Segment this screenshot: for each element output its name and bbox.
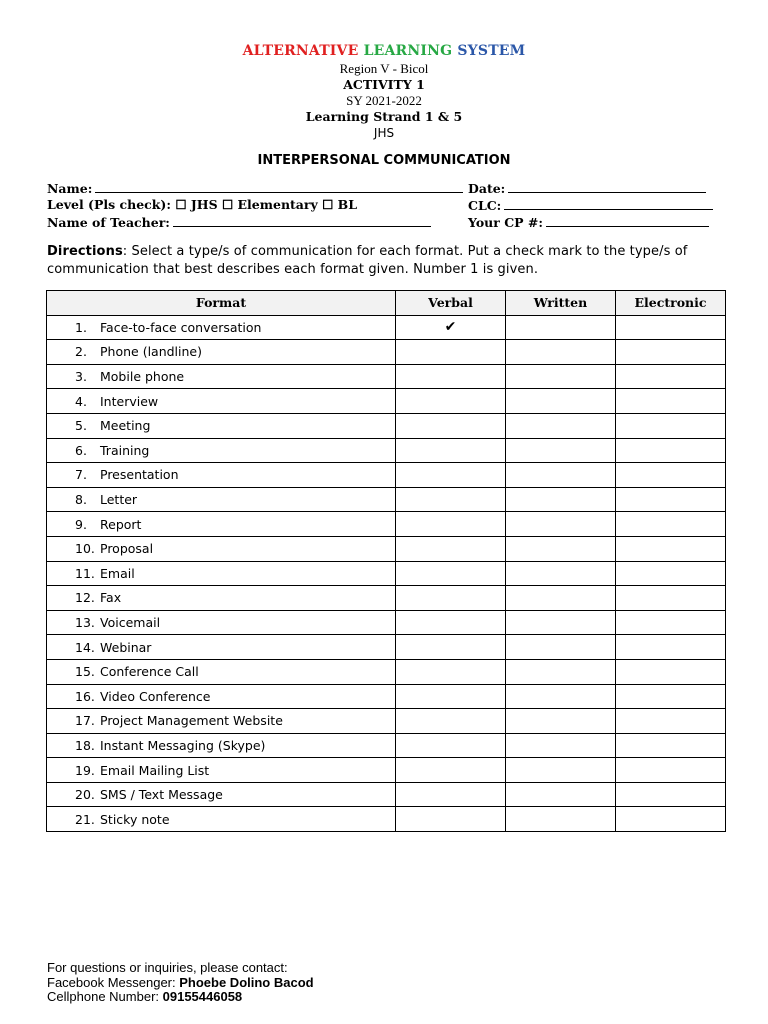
format-label: Project Management Website	[100, 713, 283, 729]
date-field[interactable]	[468, 180, 706, 197]
format-label: Meeting	[100, 418, 151, 434]
format-label: Email Mailing List	[100, 762, 210, 778]
written-check-cell[interactable]	[506, 389, 616, 414]
verbal-check-cell[interactable]: ✔	[396, 315, 506, 340]
table-row	[47, 438, 726, 463]
electronic-check-cell[interactable]	[616, 807, 726, 832]
table-row	[47, 389, 726, 414]
format-number: 3.	[75, 369, 87, 385]
date-label: Date:	[468, 181, 506, 196]
format-number: 6.	[75, 442, 87, 458]
table-row	[47, 709, 726, 734]
format-cell	[47, 635, 396, 660]
electronic-check-cell[interactable]	[616, 487, 726, 512]
table-row	[47, 758, 726, 783]
format-cell	[47, 659, 396, 684]
clc-label: CLC:	[468, 198, 502, 213]
verbal-check-cell[interactable]	[396, 340, 506, 365]
written-check-cell[interactable]	[506, 364, 616, 389]
table-row	[47, 315, 726, 340]
title-word-learning: LEARNING	[363, 43, 453, 59]
verbal-check-cell[interactable]	[396, 635, 506, 660]
electronic-check-cell[interactable]	[616, 561, 726, 586]
format-cell	[47, 364, 396, 389]
format-cell	[47, 684, 396, 709]
format-label: Fax	[100, 590, 122, 606]
level-check-field[interactable]: Level (Pls check): ☐ JHS ☐ Elementary ☐ BL	[47, 197, 358, 212]
table-row	[47, 684, 726, 709]
contact-intro: For questions or inquiries, please contact:	[47, 960, 288, 975]
student-info-block	[47, 180, 717, 231]
directions-body: : Select a type/s of communication for each format. Put a check mark to the type/s of communication that best describes each format given. Number 1 is given.	[47, 244, 688, 277]
level-line: JHS	[373, 126, 395, 140]
electronic-check-cell[interactable]	[616, 315, 726, 340]
verbal-check-cell[interactable]	[396, 364, 506, 389]
format-number: 16.	[75, 688, 95, 704]
verbal-check-cell[interactable]	[396, 463, 506, 488]
written-check-cell[interactable]	[506, 782, 616, 807]
format-label: Sticky note	[100, 811, 170, 827]
document-header	[0, 42, 768, 141]
verbal-check-cell[interactable]	[396, 659, 506, 684]
format-number: 10.	[75, 541, 95, 557]
table-row	[47, 733, 726, 758]
written-check-cell[interactable]	[506, 733, 616, 758]
cp-label: Your CP #:	[468, 215, 543, 230]
format-number: 20.	[75, 787, 95, 803]
written-check-cell[interactable]	[506, 586, 616, 611]
format-number: 8.	[75, 492, 87, 508]
format-label: Interview	[100, 393, 159, 409]
format-cell	[47, 487, 396, 512]
name-blank[interactable]	[95, 180, 463, 193]
format-cell	[47, 561, 396, 586]
electronic-check-cell[interactable]	[616, 709, 726, 734]
format-number: 9.	[75, 516, 87, 532]
format-number: 21.	[75, 811, 95, 827]
table-row	[47, 364, 726, 389]
verbal-check-cell[interactable]	[396, 684, 506, 709]
electronic-check-cell[interactable]	[616, 586, 726, 611]
messenger-label: Facebook Messenger:	[47, 974, 180, 990]
clc-blank[interactable]	[504, 197, 713, 210]
format-label: Conference Call	[100, 664, 199, 680]
electronic-check-cell[interactable]	[616, 413, 726, 438]
electronic-check-cell[interactable]	[616, 389, 726, 414]
verbal-check-cell[interactable]	[396, 586, 506, 611]
format-number: 11.	[75, 565, 95, 581]
electronic-check-cell[interactable]	[616, 758, 726, 783]
written-check-cell[interactable]	[506, 561, 616, 586]
header-verbal: Verbal	[396, 291, 506, 316]
verbal-check-cell[interactable]	[396, 807, 506, 832]
electronic-check-cell[interactable]	[616, 340, 726, 365]
format-cell	[47, 782, 396, 807]
table-header-row	[47, 291, 726, 316]
format-label: Letter	[100, 492, 138, 508]
electronic-check-cell[interactable]	[616, 782, 726, 807]
format-number: 5.	[75, 418, 87, 434]
format-label: SMS / Text Message	[100, 787, 223, 803]
teacher-blank[interactable]	[173, 214, 431, 227]
program-title	[0, 42, 768, 61]
format-label: Proposal	[100, 541, 154, 557]
table-row	[47, 782, 726, 807]
format-label: Report	[100, 516, 142, 532]
verbal-check-cell[interactable]	[396, 487, 506, 512]
table-row	[47, 536, 726, 561]
written-check-cell[interactable]	[506, 315, 616, 340]
table-row	[47, 586, 726, 611]
table-row	[47, 463, 726, 488]
teacher-field[interactable]	[47, 214, 431, 231]
format-cell	[47, 389, 396, 414]
written-check-cell[interactable]	[506, 610, 616, 635]
format-number: 18.	[75, 737, 95, 753]
format-label: Face-to-face conversation	[100, 319, 262, 335]
table-row	[47, 635, 726, 660]
format-cell	[47, 413, 396, 438]
date-blank[interactable]	[508, 180, 706, 193]
format-cell	[47, 512, 396, 537]
header-electronic: Electronic	[616, 291, 726, 316]
written-check-cell[interactable]	[506, 512, 616, 537]
format-label: Voicemail	[100, 615, 161, 631]
written-check-cell[interactable]	[506, 536, 616, 561]
cp-blank[interactable]	[546, 214, 709, 227]
format-cell	[47, 709, 396, 734]
electronic-check-cell[interactable]	[616, 733, 726, 758]
format-label: Training	[100, 442, 150, 458]
format-number: 14.	[75, 639, 95, 655]
cp-field[interactable]	[468, 214, 709, 231]
verbal-check-cell[interactable]	[396, 758, 506, 783]
format-number: 13.	[75, 615, 95, 631]
strand-line: Learning Strand 1 & 5	[305, 109, 463, 124]
verbal-check-cell[interactable]	[396, 709, 506, 734]
electronic-check-cell[interactable]	[616, 536, 726, 561]
format-number: 15.	[75, 664, 95, 680]
table-row	[47, 487, 726, 512]
verbal-check-cell[interactable]	[396, 389, 506, 414]
format-label: Mobile phone	[100, 369, 185, 385]
format-cell	[47, 807, 396, 832]
format-cell	[47, 610, 396, 635]
format-cell	[47, 758, 396, 783]
format-number: 7.	[75, 467, 87, 483]
table-row	[47, 413, 726, 438]
communication-format-table	[46, 290, 726, 832]
electronic-check-cell[interactable]	[616, 684, 726, 709]
format-cell	[47, 315, 396, 340]
school-year-line: SY 2021-2022	[346, 93, 422, 108]
written-check-cell[interactable]	[506, 684, 616, 709]
format-number: 1.	[75, 319, 87, 335]
format-cell	[47, 536, 396, 561]
format-number: 17.	[75, 713, 95, 729]
contact-footer	[47, 961, 314, 1005]
written-check-cell[interactable]	[506, 635, 616, 660]
electronic-check-cell[interactable]	[616, 438, 726, 463]
section-title: INTERPERSONAL COMMUNICATION	[257, 153, 511, 168]
written-check-cell[interactable]	[506, 758, 616, 783]
cellphone-line	[47, 990, 314, 1005]
table-row	[47, 659, 726, 684]
cellphone-value: 09155446058	[162, 989, 243, 1004]
region-line: Region V - Bicol	[339, 61, 429, 76]
format-number: 4.	[75, 393, 87, 409]
written-check-cell[interactable]	[506, 463, 616, 488]
written-check-cell[interactable]	[506, 709, 616, 734]
name-field[interactable]	[47, 180, 463, 197]
format-cell	[47, 463, 396, 488]
verbal-check-cell[interactable]	[396, 782, 506, 807]
verbal-check-cell[interactable]	[396, 438, 506, 463]
title-word-system: SYSTEM	[457, 43, 526, 59]
title-word-alternative: ALTERNATIVE	[242, 43, 359, 59]
electronic-check-cell[interactable]	[616, 610, 726, 635]
cellphone-label: Cellphone Number:	[47, 989, 163, 1004]
header-format: Format	[47, 291, 396, 316]
written-check-cell[interactable]	[506, 413, 616, 438]
format-label: Phone (landline)	[100, 344, 202, 360]
activity-line: ACTIVITY 1	[343, 77, 425, 92]
table-row	[47, 807, 726, 832]
electronic-check-cell[interactable]	[616, 364, 726, 389]
electronic-check-cell[interactable]	[616, 635, 726, 660]
header-written: Written	[506, 291, 616, 316]
format-cell	[47, 586, 396, 611]
teacher-label: Name of Teacher:	[47, 215, 170, 230]
format-label: Webinar	[100, 639, 152, 655]
verbal-check-cell[interactable]	[396, 512, 506, 537]
directions-label: Directions	[47, 244, 123, 259]
verbal-check-cell[interactable]	[396, 733, 506, 758]
messenger-line	[47, 976, 314, 991]
format-cell	[47, 438, 396, 463]
written-check-cell[interactable]	[506, 659, 616, 684]
verbal-check-cell[interactable]	[396, 536, 506, 561]
electronic-check-cell[interactable]	[616, 659, 726, 684]
written-check-cell[interactable]	[506, 487, 616, 512]
table-row	[47, 512, 726, 537]
format-label: Video Conference	[100, 688, 211, 704]
name-label: Name:	[47, 181, 93, 196]
format-label: Instant Messaging (Skype)	[100, 737, 266, 753]
verbal-check-cell[interactable]	[396, 413, 506, 438]
format-label: Presentation	[100, 467, 179, 483]
format-cell	[47, 340, 396, 365]
messenger-value: Phoebe Dolino Bacod	[179, 974, 314, 990]
format-number: 2.	[75, 344, 87, 360]
verbal-check-cell[interactable]	[396, 561, 506, 586]
written-check-cell[interactable]	[506, 340, 616, 365]
clc-field[interactable]	[468, 197, 713, 214]
directions-text	[47, 243, 727, 279]
format-number: 12.	[75, 590, 95, 606]
electronic-check-cell[interactable]	[616, 463, 726, 488]
format-label: Email	[100, 565, 135, 581]
written-check-cell[interactable]	[506, 807, 616, 832]
electronic-check-cell[interactable]	[616, 512, 726, 537]
table-row	[47, 340, 726, 365]
format-cell	[47, 733, 396, 758]
table-row	[47, 561, 726, 586]
format-number: 19.	[75, 762, 95, 778]
table-row	[47, 610, 726, 635]
written-check-cell[interactable]	[506, 438, 616, 463]
verbal-check-cell[interactable]	[396, 610, 506, 635]
